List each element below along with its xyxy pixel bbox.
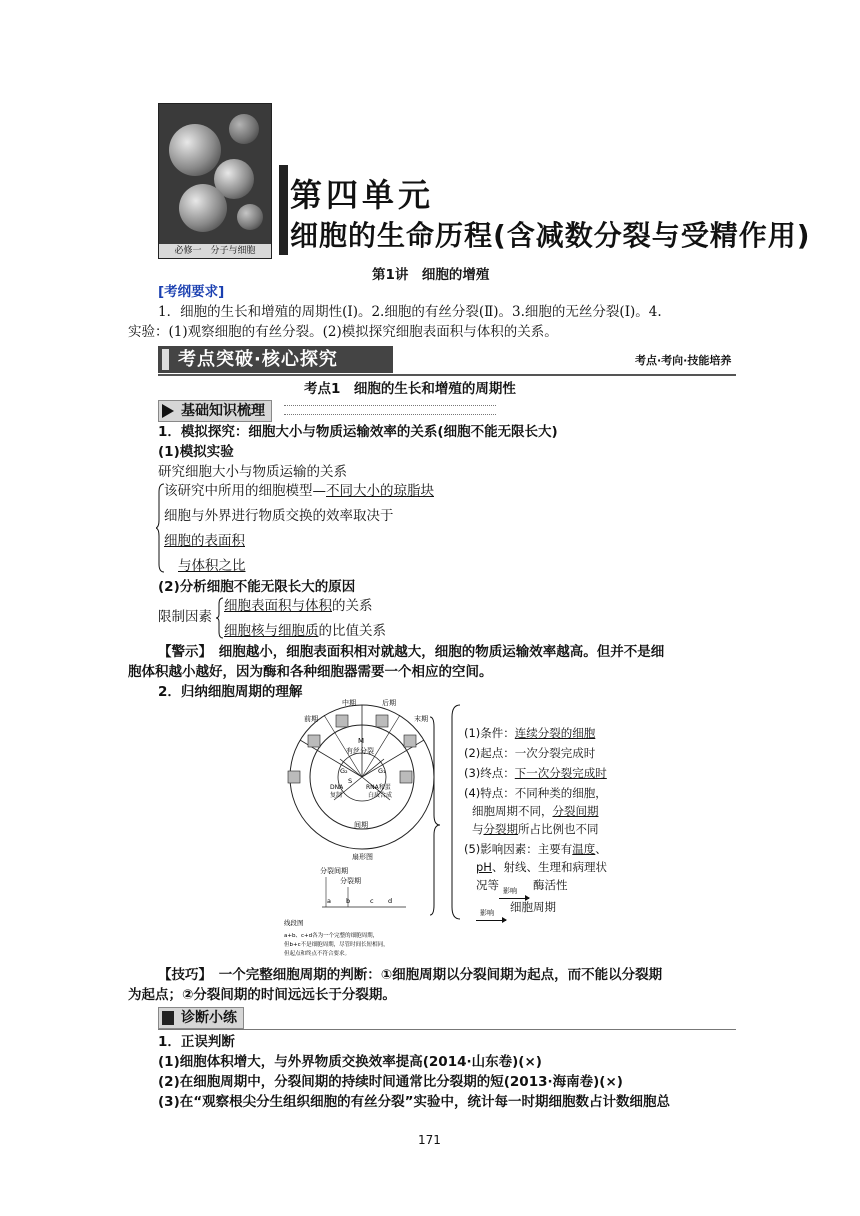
line-point-b: b <box>346 897 351 905</box>
item1-line1: 研究细胞大小与物质运输的关系 <box>158 464 347 480</box>
cycle-factors-4: 影响 细胞周期 <box>476 898 556 916</box>
dotted-divider <box>284 405 496 415</box>
item1-sub1: (1)模拟实验 <box>158 444 234 460</box>
brace1-line4: 与体积之比 <box>178 558 246 574</box>
limit-label: 限制因素 <box>158 609 212 625</box>
cycle-factors: (5)影响因素：主要有温度、 <box>464 842 607 856</box>
syllabus-label: [考纲要求] <box>158 284 225 300</box>
cycle-factors-3: 况等 影响 酶活性 <box>476 876 568 894</box>
item2-title: 2．归纳细胞周期的理解 <box>158 684 303 700</box>
section-rule <box>158 374 736 376</box>
m-label: M <box>358 737 365 745</box>
title-bar-decoration <box>279 165 288 255</box>
limit1: 细胞表面积与体积的关系 <box>224 598 373 614</box>
item1-title: 1．模拟探究：细胞大小与物质运输效率的关系(细胞不能无限长大) <box>158 424 558 440</box>
m-sub: 有丝分裂 <box>346 747 374 755</box>
s-label: S <box>348 777 353 785</box>
rna-label: RNA和蛋 <box>366 784 391 791</box>
cell-cycle-diagram <box>282 697 618 961</box>
tip-line2: 为起点；②分裂间期的时间远远长于分裂期。 <box>128 987 396 1003</box>
diagram-note1: a+b、c+d各为一个完整的细胞周期， <box>284 933 379 939</box>
page-number: 171 <box>418 1133 441 1147</box>
brace1-line1: 该研究中所用的细胞模型—不同大小的琼脂块 <box>164 483 434 499</box>
practice-q3: (3)在“观察根尖分生组织细胞的有丝分裂”实验中，统计每一时期细胞数占计数细胞总 <box>158 1094 670 1110</box>
brace1-line2: 细胞与外界进行物质交换的效率取决于 <box>164 508 394 524</box>
fan-caption: 扇形图 <box>352 853 373 861</box>
cycle-factors-2: pH、射线、生理和病理状 <box>476 860 607 874</box>
g2-label: G₂ <box>340 767 348 775</box>
tip-line1: 【技巧】 一个完整细胞周期的判断：①细胞周期以分裂间期为起点，而不能以分裂期 <box>158 967 663 983</box>
point-title: 考点1 细胞的生长和增殖的周期性 <box>304 381 516 397</box>
practice-rule <box>158 1029 736 1030</box>
cycle-condition: (1)条件：连续分裂的细胞 <box>464 726 596 740</box>
line-label-interphase: 分裂间期 <box>320 867 348 875</box>
cycle-start: (2)起点：一次分裂完成时 <box>464 746 596 760</box>
practice-q2: (2)在细胞周期中，分裂间期的持续时间通常比分裂期的短(2013·海南卷)(×) <box>158 1074 623 1090</box>
practice-tag: 诊断小练 <box>158 1007 244 1029</box>
dna-label2: 复制 <box>330 792 343 799</box>
line-point-c: c <box>370 897 374 905</box>
interphase-label: 间期 <box>354 821 368 829</box>
limit2: 细胞核与细胞质的比值关系 <box>224 623 386 639</box>
arrow-icon <box>162 404 174 418</box>
line-point-d: d <box>388 897 393 905</box>
phase-label-telophase: 末期 <box>414 715 428 723</box>
cycle-feature-2: 细胞周期不同，分裂间期 <box>472 804 599 818</box>
phase-label-anaphase: 后期 <box>382 699 396 707</box>
phase-label-prophase: 前期 <box>304 715 318 723</box>
diagram-note2: 但b+c不是细胞周期，尽管时间长短相同， <box>284 942 389 948</box>
line-label-division: 分裂期 <box>340 877 361 885</box>
section-banner-title: 考点突破·核心探究 <box>178 349 338 370</box>
lecture-title: 第1讲 细胞的增殖 <box>372 267 490 283</box>
brace1-line3: 细胞的表面积 <box>164 533 245 549</box>
syllabus-line2: 实验：(1)观察细胞的有丝分裂。(2)模拟探究细胞表面积与体积的关系。 <box>128 324 558 340</box>
line-caption: 线段图 <box>284 919 304 927</box>
cycle-end: (3)终点：下一次分裂完成时 <box>464 766 607 780</box>
item1-sub2: (2)分析细胞不能无限长大的原因 <box>158 579 356 595</box>
unit-subtitle: 细胞的生命历程(含减数分裂与受精作用) <box>290 219 811 252</box>
line-point-a: a <box>327 897 331 905</box>
warning-line1: 【警示】 细胞越小，细胞表面积相对就越大，细胞的物质运输效率越高。但并不是细 <box>158 644 665 660</box>
warning-line2: 胞体积越小越好，因为酶和各种细胞器需要一个相应的空间。 <box>128 664 493 680</box>
rna-label2: 白质合成 <box>368 792 393 799</box>
basics-tag: 基础知识梳理 <box>158 400 272 422</box>
diagram-note3: 但起点和终点不符合要求。 <box>284 951 351 957</box>
brace-limit <box>216 597 224 639</box>
section-banner-right: 考点·考向·技能培养 <box>635 354 732 367</box>
practice-q1: (1)细胞体积增大，与外界物质交换效率提高(2014·山东卷)(×) <box>158 1054 542 1070</box>
section-banner <box>158 346 393 373</box>
practice-title: 1．正误判断 <box>158 1034 235 1050</box>
syllabus-line1: 1．细胞的生长和增殖的周期性(Ⅰ)。2.细胞的有丝分裂(Ⅱ)。3.细胞的无丝分裂(Ⅰ)。4. <box>158 304 662 320</box>
cycle-feature-3: 与分裂期所占比例也不同 <box>472 822 599 836</box>
unit-title: 第四单元 <box>290 176 435 214</box>
phase-label-metaphase: 中期 <box>342 699 356 707</box>
cover-caption: 必修一 分子与细胞 <box>159 244 271 258</box>
cover-image <box>158 103 272 259</box>
dna-label: DNA <box>330 784 344 791</box>
cycle-feature: (4)特点：不同种类的细胞， <box>464 786 607 800</box>
g1-label: G₁ <box>378 767 386 775</box>
